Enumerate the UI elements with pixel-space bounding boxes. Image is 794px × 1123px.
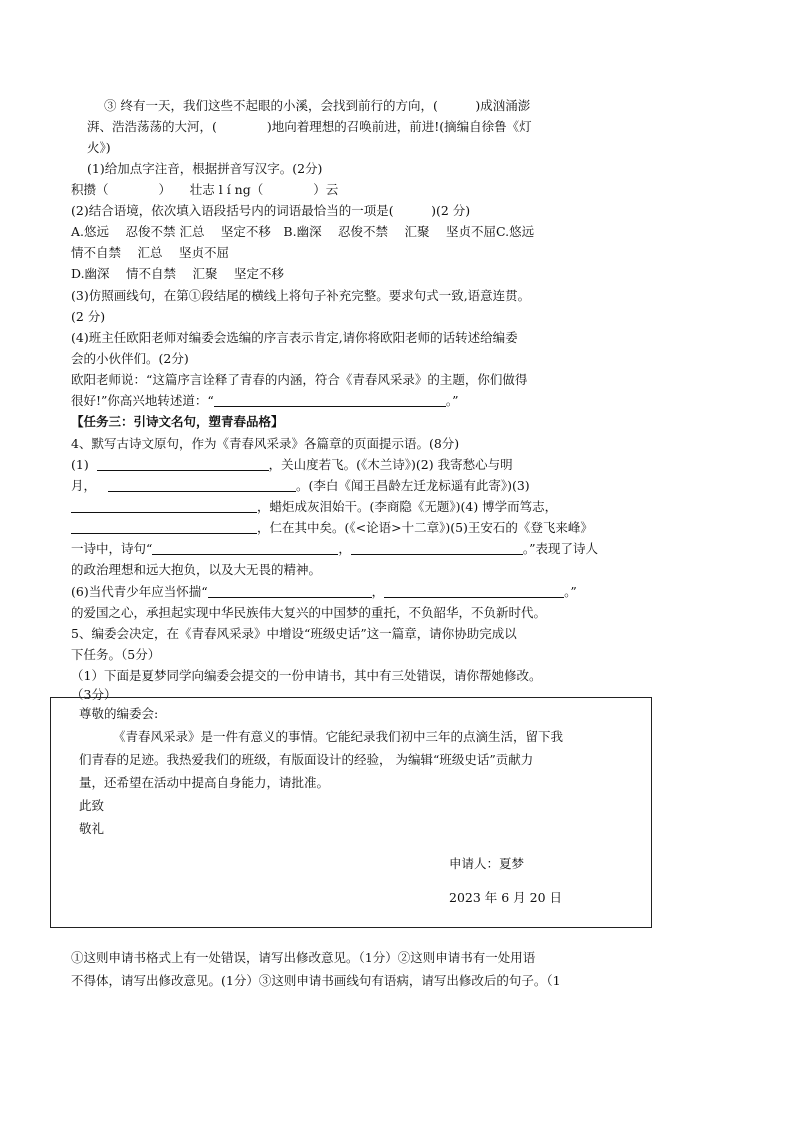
answer-suffix: 。” xyxy=(445,393,459,408)
recitation-line: 的政治理想和远大抱负，以及大无畏的精神。 xyxy=(71,562,322,577)
recitation-text: 月， xyxy=(71,478,97,493)
letter-body-line: 《青春风采录》是一件有意义的事情。它能纪录我们初中三年的点滴生活，留下我 xyxy=(113,729,564,744)
answer-blank[interactable] xyxy=(351,542,523,555)
question-1-items: 积攒（ ） 壮志 l í ng（ ）云 xyxy=(71,182,339,197)
recitation-line xyxy=(71,499,557,515)
question-1: (1)给加点字注音，根据拼音写汉字。(2分) xyxy=(87,161,323,176)
answer-blank[interactable] xyxy=(71,521,257,534)
recitation-line xyxy=(71,520,593,536)
recitation-text: ， xyxy=(338,541,351,556)
answer-blank[interactable] xyxy=(208,585,372,598)
question-5-sub1: （1）下面是夏梦同学向编委会提交的一份申请书，其中有三处错误，请你帮她修改。 xyxy=(71,668,542,683)
question-4-title: 4、默写古诗文原句，作为《青春风采录》各篇章的页面提示语。(8分) xyxy=(71,436,460,451)
recitation-text: ，关山度若飞。(《木兰诗》)(2) 我寄愁心与明 xyxy=(268,457,513,472)
letter-body-line: 们青春的足迹。我热爱我们的班级，有版面设计的经验， 为编辑“班级史话”贡献力 xyxy=(79,752,534,767)
recitation-text: ，仁在其中矣。(《<论语>十二章》)(5)王安石的《登飞来峰》 xyxy=(257,520,593,535)
question-4-answer-line xyxy=(71,393,458,409)
question-5-tasks: 不得体，请写出修改意见。(1分）③这则申请书画线句有语病，请写出修改后的句子。（1 xyxy=(71,973,561,988)
question-5-tasks: ①这则申请书格式上有一处错误，请写出修改意见。（1分）②这则申请书有一处用语 xyxy=(71,950,536,965)
recitation-text: ， xyxy=(371,584,385,599)
letter-closing: 此致 xyxy=(79,798,105,813)
answer-blank[interactable] xyxy=(108,479,296,492)
letter-applicant: 申请人：夏梦 xyxy=(449,856,525,871)
question-2: (2)结合语境，依次填入语段括号内的词语最恰当的一项是( )(2 分) xyxy=(71,203,471,218)
recitation-text: ，蜡炬成灰泪始干。(李商隐《无题》)(4) 博学而笃志， xyxy=(257,499,558,514)
letter-salutation: 尊敬的编委会: xyxy=(79,706,159,721)
recitation-line xyxy=(71,457,513,473)
question-4-quote: 欧阳老师说：“这篇序言诠释了青春的内涵，符合《青春风采录》的主题，你们做得 xyxy=(71,372,528,387)
question-5: 5、编委会决定，在《青春风采录》中增设“班级史话”这一篇章，请你协助完成以 xyxy=(71,626,517,641)
passage-line: ③ 终有一天，我们这些不起眼的小溪，会找到前行的方向，( )成汹涌澎 xyxy=(104,98,531,113)
answer-blank[interactable] xyxy=(384,585,564,598)
answer-blank[interactable] xyxy=(152,542,338,555)
question-2-options: D.幽深 情不自禁 汇聚 坚定不移 xyxy=(71,266,284,281)
question-4: 会的小伙伴们。(2分) xyxy=(71,351,189,366)
item-number: (1) xyxy=(71,457,89,472)
question-4: (4)班主任欧阳老师对编委会选编的序言表示肯定,请你将欧阳老师的话转述给编委 xyxy=(71,330,518,345)
question-5: 下任务。（5分） xyxy=(71,647,161,662)
question-2-options: 情不自禁 汇总 坚贞不屈 xyxy=(71,245,229,260)
recitation-line xyxy=(71,541,598,557)
letter-body-line: 量，还希望在活动中提高自身能力，请批准。 xyxy=(79,775,330,790)
passage-line: 火》) xyxy=(87,140,111,155)
recitation-text: 。(李白《闻王昌龄左迁龙标遥有此寄》)(3) xyxy=(295,478,530,493)
recitation-line: 的爱国之心，承担起实现中华民族伟大复兴的中国梦的重托，不负韶华，不负新时代。 xyxy=(71,605,547,620)
answer-blank[interactable] xyxy=(214,394,446,407)
letter-date: 2023 年 6 月 20 日 xyxy=(449,890,563,905)
question-3-score: (2 分) xyxy=(71,309,106,324)
passage-line: 湃、浩浩荡荡的大河，( )地向着理想的召唤前进，前进!(摘编自徐鲁《灯 xyxy=(87,119,532,134)
recitation-line xyxy=(71,478,530,494)
question-3: (3)仿照画线句，在第①段结尾的横线上将句子补充完整。要求句式一致,语意连贯。 xyxy=(71,288,531,303)
section-heading: 【任务三：引诗文名句，塑青春品格】 xyxy=(71,414,284,429)
recitation-text: 。” xyxy=(564,584,577,599)
question-5-sub1-score: （3分） xyxy=(71,687,117,702)
recitation-text: (6)当代青少年应当怀揣“ xyxy=(71,584,208,599)
question-2-options: A.悠远 忍俊不禁 汇总 坚定不移 B.幽深 忍俊不禁 汇聚 坚贞不屈C.悠远 xyxy=(71,224,535,239)
recitation-text: 一诗中，诗句“ xyxy=(71,541,153,556)
application-letter-box xyxy=(50,697,652,928)
recitation-line xyxy=(71,584,577,600)
recitation-text: 。”表现了诗人 xyxy=(522,541,599,556)
answer-blank[interactable] xyxy=(71,500,257,513)
answer-prefix: 很好!”你高兴地转述道：“ xyxy=(71,393,214,408)
answer-blank[interactable] xyxy=(97,458,269,471)
letter-closing: 敬礼 xyxy=(79,821,105,836)
